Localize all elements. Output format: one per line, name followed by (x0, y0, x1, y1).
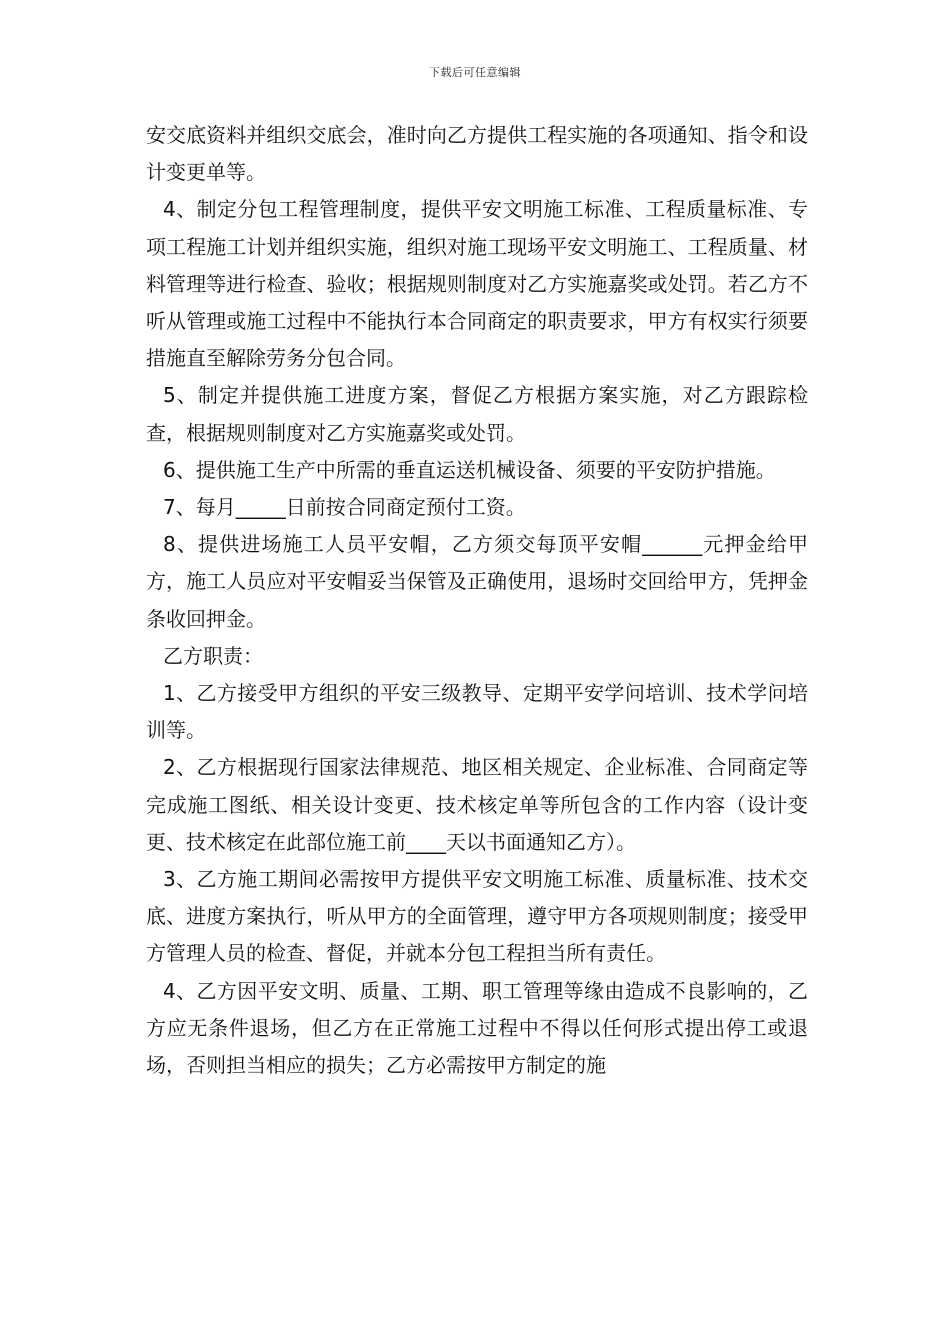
paragraph-party-b-item-1: 1、乙方接受甲方组织的平安三级教导、定期平安学问培训、技术学问培训等。 (146, 681, 808, 743)
paragraph-party-a-item-5: 5、制定并提供施工进度方案，督促乙方根据方案实施，对乙方跟踪检查，根据规则制度对乙方实施嘉奖或处罚。 (146, 383, 808, 445)
section-heading-party-b: 乙方职责： (163, 643, 263, 668)
paragraph-party-a-item-6: 6、提供施工生产中所需的垂直运送机械设备、须要的平安防护措施。 (163, 457, 776, 482)
paragraph-party-a-item-7: 7、每月_____日前按合同商定预付工资。 (163, 495, 526, 520)
paragraph-party-a-item-8: 8、提供进场施工人员平安帽，乙方须交每顶平安帽______元押金给甲方，施工人员应对平安帽妥当保管及正确使用，退场时交回给甲方，凭押金条收回押金。 (146, 532, 808, 631)
document-body (146, 117, 808, 1084)
page-header-note: 下载后可任意编辑 (429, 66, 521, 79)
paragraph-party-b-item-3: 3、乙方施工期间必需按甲方提供平安文明施工标准、质量标准、技术交底、进度方案执行，听从甲方的全面管理，遵守甲方各项规则制度；接受甲方管理人员的检查、督促，并就本分包工程担当所有责任。 (146, 867, 808, 966)
paragraph-party-b-item-2: 2、乙方根据现行国家法律规范、地区相关规定、企业标准、合同商定等完成施工图纸、相关设计变更、技术核定单等所包含的工作内容（设计变更、技术核定在此部位施工前____天以书面通知乙方）。 (146, 755, 808, 854)
paragraph-continuation: 安交底资料并组织交底会，准时向乙方提供工程实施的各项通知、指令和设计变更单等。 (146, 123, 808, 185)
paragraph-party-a-item-4: 4、制定分包工程管理制度，提供平安文明施工标准、工程质量标准、专项工程施工计划并组织实施，组织对施工现场平安文明施工、工程质量、材料管理等进行检查、验收；根据规则制度对乙方实施嘉奖或处罚。若乙方不听从管理或施工过程中不能执行本合同商定的职责要求，甲方有权实行须要措施直至解除劳务分包合同。 (146, 197, 808, 371)
paragraph-party-b-item-4: 4、乙方因平安文明、质量、工期、职工管理等缘由造成不良影响的，乙方应无条件退场，但乙方在正常施工过程中不得以任何形式提出停工或退场，否则担当相应的损失；乙方必需按甲方制定的施 (146, 978, 808, 1078)
